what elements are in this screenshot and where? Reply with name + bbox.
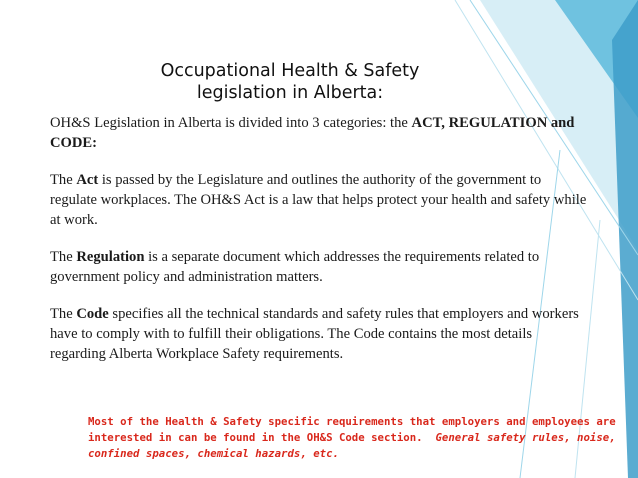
text-run: OH&S Legislation in Alberta is divided into 3 categories: the xyxy=(50,115,412,131)
text-run-bold: Act xyxy=(76,172,99,188)
text-run-bold: Code xyxy=(76,306,109,322)
text-run: The xyxy=(50,306,77,322)
dark-blue-edge-shape xyxy=(612,0,638,478)
text-run-bold: ACT, REGULATION and CODE: xyxy=(50,115,575,151)
note-main-text: Most of the Health & Safety specific requirements that employers and employees are interested in can be found in the OH&S Code section. xyxy=(88,415,616,444)
paragraph-intro xyxy=(50,113,590,153)
highlight-note xyxy=(88,414,623,462)
slide-title-line-2: legislation in Alberta: xyxy=(196,83,384,103)
paragraph-code xyxy=(50,304,590,364)
text-run: is a separate document which addresses the requirements related to government policy and administration matters. xyxy=(50,249,540,285)
slide-title-line-1: Occupational Health & Safety xyxy=(160,61,420,81)
text-run: The xyxy=(50,172,77,188)
paragraph-regulation xyxy=(50,247,590,287)
slide-title xyxy=(100,60,480,104)
text-run-bold: Regulation xyxy=(76,249,145,265)
text-run: specifies all the technical standards and safety rules that employers and workers have to comply with to fulfill their obligations. The Code contains the most details regarding Alberta Workplace Safety requirements. xyxy=(50,306,579,362)
paragraph-act xyxy=(50,170,590,230)
note-italic-text: General safety rules, noise, confined spaces, chemical hazards, etc. xyxy=(88,431,616,460)
text-run: is passed by the Legislature and outlines the authority of the government to regulate workplaces. The OH&S Act is a law that helps protect your health and safety while at work. xyxy=(50,172,587,228)
text-run: The xyxy=(50,249,77,265)
body-text xyxy=(50,113,590,381)
